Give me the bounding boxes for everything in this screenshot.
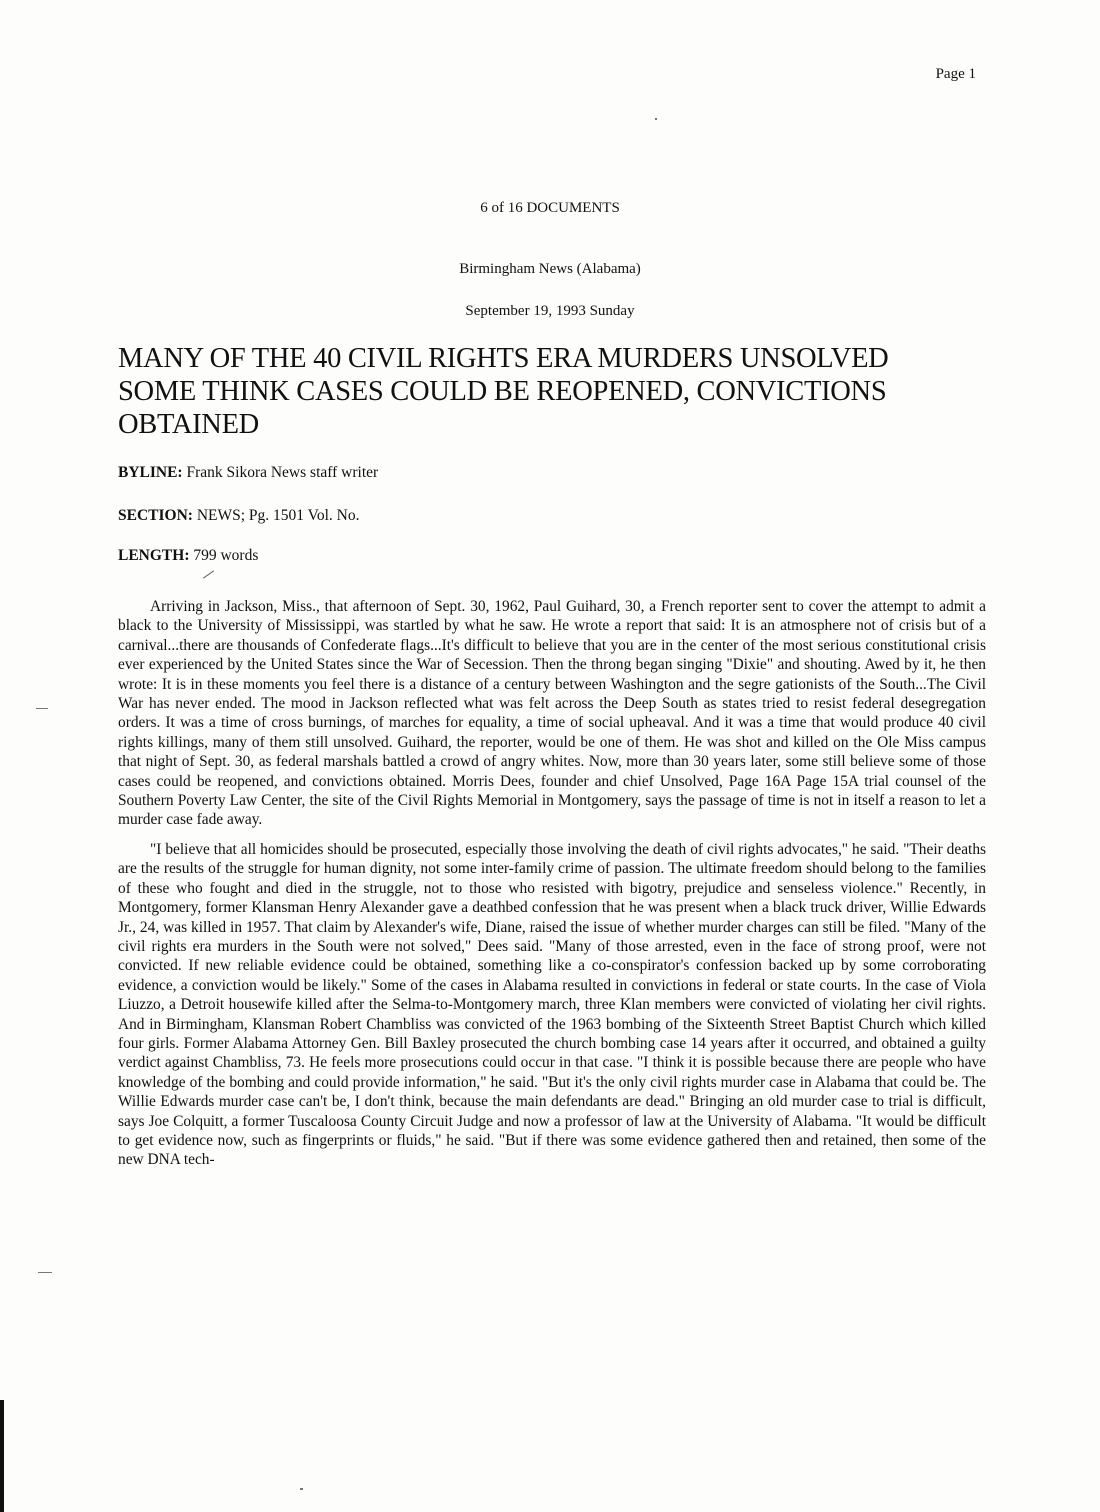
scan-speck — [36, 708, 48, 709]
page-number: Page 1 — [935, 66, 976, 82]
article-headline — [118, 342, 988, 441]
scan-speck — [655, 118, 657, 120]
section-value: NEWS; Pg. 1501 Vol. No. — [196, 507, 360, 524]
length-label: LENGTH: — [118, 547, 190, 564]
publication-source: Birmingham News (Alabama) — [459, 261, 641, 277]
scan-speck — [38, 1272, 52, 1273]
length-value: 799 words — [193, 547, 259, 564]
article-body — [118, 597, 986, 1180]
section-label: SECTION: — [118, 507, 193, 524]
byline-label: BYLINE: — [118, 464, 183, 481]
section-info — [118, 507, 359, 525]
body-paragraph: Arriving in Jackson, Miss., that afternoon of Sept. 30, 1962, Paul Guihard, 30, a French reporter sent to cover the attempt to admit a black to the University of Mississippi, was startled by what he saw. He wrote a report that said: It is an atmosphere not of crisis but of a carnival...there are thousands of Confederate flags...It's difficult to believe that you are in the center of the most serious constitutional crisis ever experienced by the United States since the War of Secession. Then the throng began singing "Dixie" and shouting. Awed by it, he then wrote: It is in these moments you feel there is a distance of a century between Washington and the segre gationists of the South...The Civil War has never ended. The mood in Jackson reflected what was felt across the Deep South as states tried to resist federal desegregation orders. It was a time of cross burnings, of marches for equality, a time of social upheaval. And it was a time that would produce 40 civil rights killings, many of them still unsolved. Guihard, the reporter, would be one of them. He was shot and killed on the Ole Miss campus that night of Sept. 30, as federal marshals battled a crowd of angry whites. Now, more than 30 years later, some still believe some of those cases could be reopened, and convictions obtained. Morris Dees, founder and chief Unsolved, Page 16A Page 15A trial counsel of the Southern Poverty Law Center, the site of the Civil Rights Memorial in Montgomery, says the passage of time is not in itself a reason to let a murder case fade away. — [118, 598, 986, 829]
scan-edge — [0, 1400, 4, 1512]
scan-mark — [203, 570, 214, 578]
body-paragraph: "I believe that all homicides should be prosecuted, especially those involving the death of civil rights advocates," he said. "Their deaths are the results of the struggle for human dignity, not some inter-family crime of passion. The ultimate freedom should belong to the families of these who fought and died in the struggle, not to those who resisted with bigotry, prejudice and senseless violence." Recently, in Montgomery, former Klansman Henry Alexander gave a deathbed confession that he was present when a black truck driver, Willie Edwards Jr., 24, was killed in 1957. That claim by Alexander's wife, Diane, raised the issue of whether murder charges can still be filed. "Many of the civil rights era murders in the South were not solved," Dees said. "Many of those arrested, even in the face of strong proof, were not convicted. If new reliable evidence could be obtained, something like a co-conspirator's confession backed up by some corroborating evidence, a conviction would be likely." Some of the cases in Alabama resulted in convictions in federal or state courts. In the case of Viola Liuzzo, a Detroit housewife killed after the Selma-to-Montgomery march, three Klan members were convicted of violating her civil rights. And in Birmingham, Klansman Robert Chambliss was convicted of the 1963 bombing of the Sixteenth Street Baptist Church which killed four girls. Former Alabama Attorney Gen. Bill Baxley prosecuted the church bombing case 14 years after it occurred, and obtained a guilty verdict against Chambliss, 73. He feels more prosecutions could occur in that case. "I think it is possible because there are people who have knowledge of the bombing and could provide information," he said. "But it's the only civil rights murder case in Alabama that could be. The Willie Edwards murder case can't be, I don't think, because the main defendants are dead." Bringing an old murder case to trial is difficult, says Joe Colquitt, a former Tuscaloosa County Circuit Judge and now a professor of law at the University of Alabama. "It would be difficult to get evidence now, such as fingerprints or fluids," he said. "But if there was some evidence gathered then and retained, then some of the new DNA tech- — [118, 840, 986, 1169]
byline-value: Frank Sikora News staff writer — [186, 464, 379, 481]
byline — [118, 464, 378, 482]
headline-line: SOME THINK CASES COULD BE REOPENED, CONVICTIONS — [118, 376, 887, 407]
scan-speck — [300, 1488, 303, 1490]
headline-line: OBTAINED — [118, 409, 259, 440]
length-info — [118, 547, 258, 565]
document-count: 6 of 16 DOCUMENTS — [480, 200, 620, 216]
publication-date: September 19, 1993 Sunday — [465, 303, 635, 319]
headline-line: MANY OF THE 40 CIVIL RIGHTS ERA MURDERS UNSOLVED — [118, 343, 889, 374]
